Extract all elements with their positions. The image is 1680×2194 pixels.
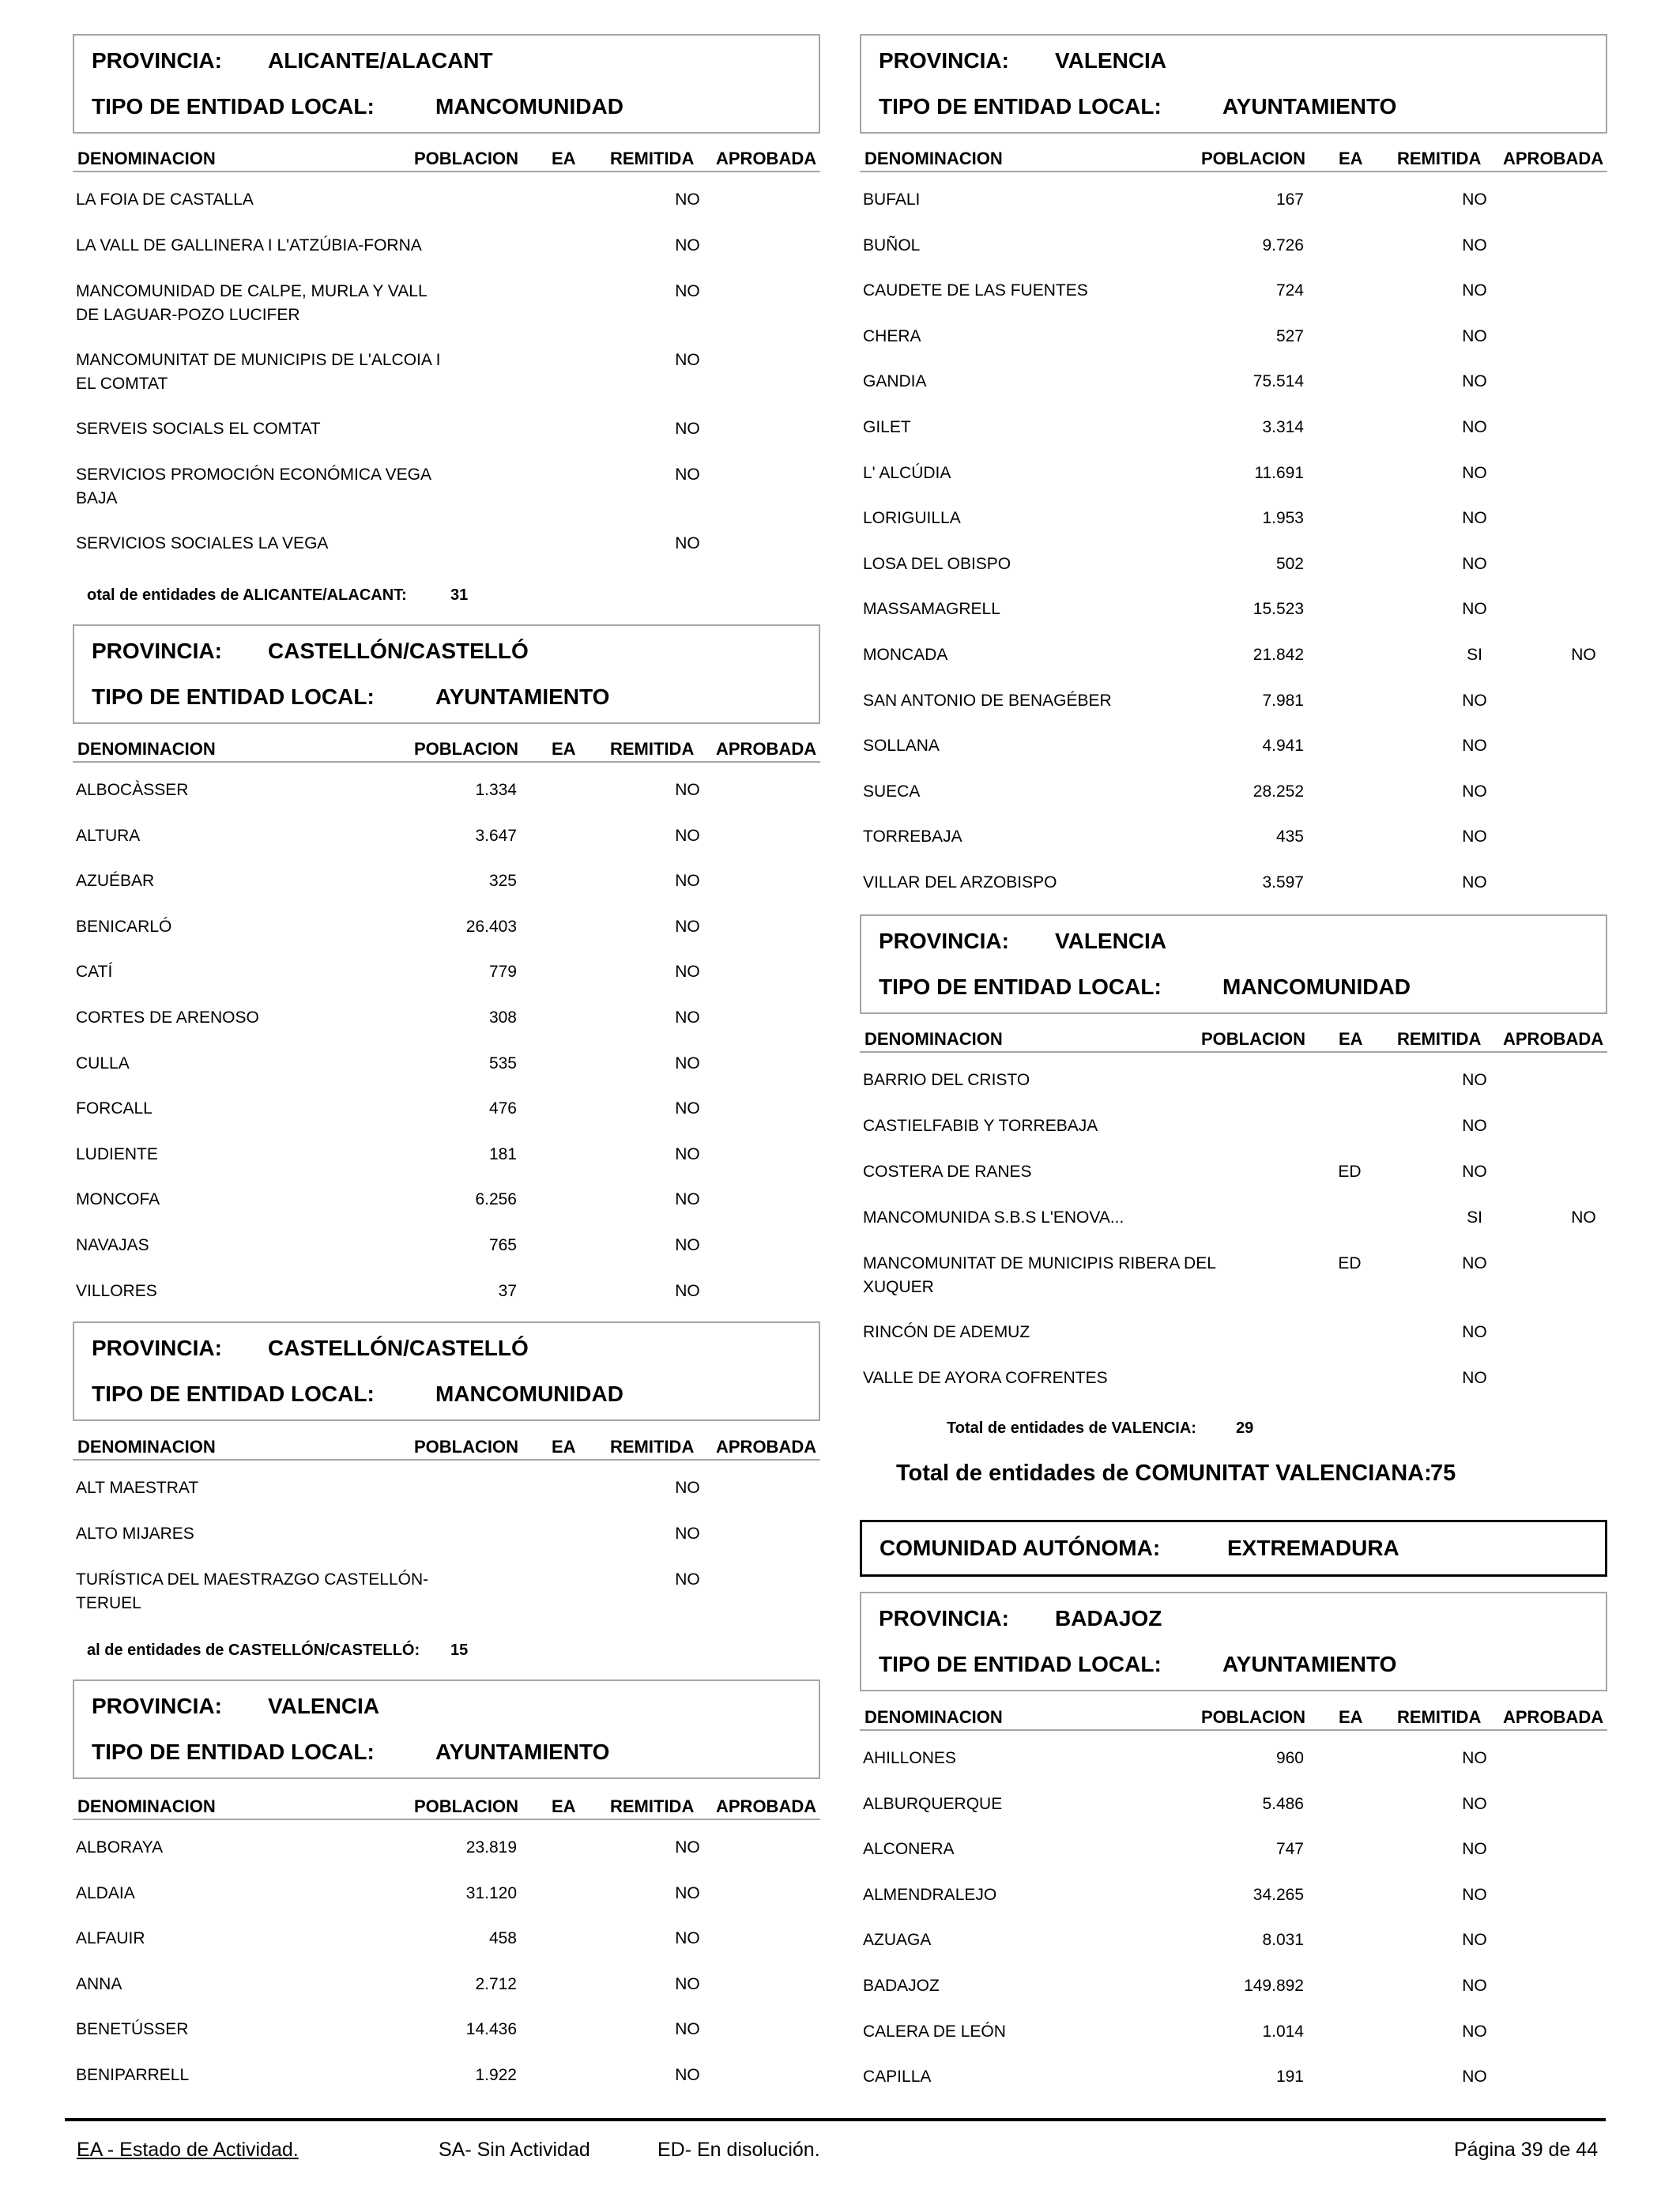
row-poblacion: 502 xyxy=(1275,554,1304,573)
row-poblacion: 1.014 xyxy=(1262,2022,1304,2041)
header-remitida: REMITIDA xyxy=(1397,149,1482,168)
tipo-entidad-value: MANCOMUNIDAD xyxy=(1222,974,1411,999)
row-remitida: NO xyxy=(675,826,700,845)
row-denominacion: SOLLANA xyxy=(863,737,940,756)
row-poblacion: 527 xyxy=(1275,326,1304,345)
row-remitida: NO xyxy=(675,963,700,982)
row-remitida: NO xyxy=(675,1281,700,1300)
header-ea: EA xyxy=(552,739,576,759)
row-denominacion: TORREBAJA xyxy=(863,827,962,846)
row-denominacion: VILLORES xyxy=(76,1281,157,1300)
comunidad-label: COMUNIDAD AUTÓNOMA: xyxy=(880,1536,1161,1560)
header-poblacion: POBLACION xyxy=(1201,1029,1305,1049)
row-remitida: NO xyxy=(1462,372,1487,391)
row-remitida: NO xyxy=(1462,1749,1487,1767)
header-denominacion: DENOMINACION xyxy=(77,149,216,168)
row-remitida: NO xyxy=(1462,2068,1487,2087)
row-poblacion: 14.436 xyxy=(465,2020,517,2039)
tipo-entidad-value: AYUNTAMIENTO xyxy=(1222,1652,1397,1676)
row-denominacion: RINCÓN DE ADEMUZ xyxy=(863,1323,1030,1341)
row-remitida: NO xyxy=(1462,418,1487,436)
row-remitida: NO xyxy=(675,872,700,891)
row-denominacion: VILLAR DEL ARZOBISPO xyxy=(863,873,1057,892)
row-poblacion: 37 xyxy=(498,1281,517,1300)
row-denominacion: COSTERA DE RANES xyxy=(863,1163,1032,1181)
total-value: 29 xyxy=(1236,1419,1254,1437)
header-remitida: REMITIDA xyxy=(610,149,695,168)
header-ea: EA xyxy=(1339,149,1363,168)
tipo-entidad-value: MANCOMUNIDAD xyxy=(435,94,623,119)
tipo-entidad-label: TIPO DE ENTIDAD LOCAL: xyxy=(879,974,1162,999)
row-poblacion: 9.726 xyxy=(1262,236,1304,254)
row-remitida: NO xyxy=(675,1883,700,1902)
row-remitida: NO xyxy=(675,1236,700,1254)
row-poblacion: 476 xyxy=(488,1099,517,1118)
row-remitida: NO xyxy=(675,1190,700,1209)
row-remitida: NO xyxy=(675,2020,700,2039)
row-denominacion: CALERA DE LEÓN xyxy=(863,2022,1006,2041)
row-poblacion: 3.314 xyxy=(1262,418,1304,436)
provincia-label: PROVINCIA: xyxy=(92,48,222,73)
row-remitida: NO xyxy=(1462,509,1487,528)
header-ea: EA xyxy=(552,1796,576,1816)
row-denominacion: SAN ANTONIO DE BENAGÉBER xyxy=(863,691,1112,710)
row-remitida: NO xyxy=(675,190,700,209)
row-remitida: SI xyxy=(1467,646,1482,664)
row-remitida: NO xyxy=(1462,1794,1487,1813)
row-denominacion: LUDIENTE xyxy=(76,1144,158,1163)
row-denominacion: SUECA xyxy=(863,782,921,801)
total-label: Total de entidades de VALENCIA: xyxy=(947,1419,1196,1437)
row-poblacion: 149.892 xyxy=(1244,1977,1304,1995)
provincia-value: BADAJOZ xyxy=(1055,1606,1162,1630)
row-denominacion: ALBURQUERQUE xyxy=(863,1794,1003,1813)
row-poblacion: 75.514 xyxy=(1252,372,1304,391)
row-poblacion: 6.256 xyxy=(475,1190,517,1209)
row-poblacion: 167 xyxy=(1275,190,1304,209)
row-remitida: NO xyxy=(675,1929,700,1948)
row-poblacion: 21.842 xyxy=(1252,646,1304,664)
row-denominacion: MONCADA xyxy=(863,646,948,664)
provincia-box xyxy=(73,624,820,724)
row-remitida: NO xyxy=(675,534,700,552)
comunidad-value: EXTREMADURA xyxy=(1227,1536,1399,1560)
header-divider xyxy=(860,1051,1607,1053)
row-poblacion: 7.981 xyxy=(1262,691,1304,710)
row-denominacion: AZUAGA xyxy=(863,1931,932,1950)
provincia-box xyxy=(73,1321,820,1421)
row-remitida: NO xyxy=(675,351,700,369)
row-denominacion: SERVEIS SOCIALS EL COMTAT xyxy=(76,420,321,438)
header-denominacion: DENOMINACION xyxy=(77,739,216,759)
provincia-value: ALICANTE/ALACANT xyxy=(268,48,493,73)
row-remitida: NO xyxy=(1462,737,1487,756)
row-denominacion: CHERA xyxy=(863,326,921,345)
row-ea: ED xyxy=(1338,1163,1362,1181)
header-remitida: REMITIDA xyxy=(610,1437,695,1457)
row-remitida: NO xyxy=(1462,1071,1487,1089)
tipo-entidad-value: AYUNTAMIENTO xyxy=(1222,94,1397,119)
row-denominacion: NAVAJAS xyxy=(76,1236,149,1254)
provincia-label: PROVINCIA: xyxy=(92,1336,222,1360)
provincia-label: PROVINCIA: xyxy=(879,1606,1009,1630)
provincia-value: VALENCIA xyxy=(1055,48,1167,73)
row-denominacion: BADAJOZ xyxy=(863,1977,940,1995)
row-aprobada: NO xyxy=(1571,1208,1596,1227)
row-poblacion: 28.252 xyxy=(1252,782,1304,801)
provincia-box xyxy=(73,34,820,134)
provincia-value: CASTELLÓN/CASTELLÓ xyxy=(268,639,529,663)
header-ea: EA xyxy=(1339,1029,1363,1049)
row-denominacion: ALMENDRALEJO xyxy=(863,1885,997,1904)
provincia-label: PROVINCIA: xyxy=(879,48,1009,73)
provincia-box xyxy=(860,1592,1607,1691)
provincia-label: PROVINCIA: xyxy=(92,1694,222,1718)
row-denominacion: ALFAUIR xyxy=(76,1929,145,1948)
header-poblacion: POBLACION xyxy=(414,1437,518,1457)
row-remitida: NO xyxy=(1462,1977,1487,1995)
row-denominacion: TURÍSTICA DEL MAESTRAZGO CASTELLÓN-TERUEL xyxy=(76,1570,429,1612)
footer-sa-legend: SA- Sin Actividad xyxy=(439,2139,590,2161)
header-aprobada: APROBADA xyxy=(716,149,817,168)
tipo-entidad-label: TIPO DE ENTIDAD LOCAL: xyxy=(92,684,375,709)
row-remitida: NO xyxy=(1462,281,1487,300)
row-denominacion: CORTES DE ARENOSO xyxy=(76,1008,259,1027)
row-remitida: NO xyxy=(675,466,700,484)
total-ca-value: 75 xyxy=(1430,1461,1456,1486)
total-value: 31 xyxy=(450,586,469,604)
header-denominacion: DENOMINACION xyxy=(77,1437,216,1457)
header-poblacion: POBLACION xyxy=(414,1796,518,1816)
row-denominacion: GILET xyxy=(863,418,911,436)
header-remitida: REMITIDA xyxy=(1397,1707,1482,1727)
row-poblacion: 31.120 xyxy=(465,1883,517,1902)
provincia-label: PROVINCIA: xyxy=(92,639,222,663)
header-aprobada: APROBADA xyxy=(1503,149,1604,168)
row-remitida: NO xyxy=(1462,1254,1487,1272)
row-denominacion: MANCOMUNIDAD DE CALPE, MURLA Y VALL DE LAGUAR-POZO LUCIFER xyxy=(76,282,427,324)
row-denominacion: CAPILLA xyxy=(863,2068,932,2087)
row-poblacion: 2.712 xyxy=(475,1974,517,1993)
header-aprobada: APROBADA xyxy=(716,1437,817,1457)
header-denominacion: DENOMINACION xyxy=(77,1796,216,1816)
row-denominacion: SERVICIOS SOCIALES LA VEGA xyxy=(76,534,329,552)
header-denominacion: DENOMINACION xyxy=(864,1707,1003,1727)
row-remitida: NO xyxy=(1462,1163,1487,1181)
header-remitida: REMITIDA xyxy=(610,739,695,759)
row-denominacion: BARRIO DEL CRISTO xyxy=(863,1071,1030,1089)
row-denominacion: VALLE DE AYORA COFRENTES xyxy=(863,1369,1108,1387)
row-remitida: SI xyxy=(1467,1208,1482,1227)
row-remitida: NO xyxy=(675,917,700,936)
row-poblacion: 960 xyxy=(1275,1749,1304,1767)
header-divider xyxy=(73,171,820,172)
row-remitida: NO xyxy=(675,2066,700,2084)
row-denominacion: ALT MAESTRAT xyxy=(76,1479,199,1497)
row-denominacion: CULLA xyxy=(76,1054,130,1072)
row-remitida: NO xyxy=(1462,1840,1487,1859)
row-remitida: NO xyxy=(1462,1885,1487,1904)
row-poblacion: 8.031 xyxy=(1262,1931,1304,1950)
row-denominacion: ANNA xyxy=(76,1974,122,1993)
row-remitida: NO xyxy=(1462,1323,1487,1341)
row-denominacion: CASTIELFABIB Y TORREBAJA xyxy=(863,1117,1098,1135)
row-poblacion: 3.597 xyxy=(1262,873,1304,892)
footer-ed-legend: ED- En disolución. xyxy=(657,2139,820,2161)
row-remitida: NO xyxy=(675,1525,700,1543)
row-poblacion: 5.486 xyxy=(1262,1794,1304,1813)
tipo-entidad-label: TIPO DE ENTIDAD LOCAL: xyxy=(879,94,1162,119)
row-poblacion: 535 xyxy=(488,1054,517,1072)
header-aprobada: APROBADA xyxy=(716,1796,817,1816)
header-ea: EA xyxy=(1339,1707,1363,1727)
row-denominacion: ALTO MIJARES xyxy=(76,1525,194,1543)
row-poblacion: 1.922 xyxy=(475,2066,517,2084)
header-denominacion: DENOMINACION xyxy=(864,149,1003,168)
header-divider xyxy=(73,761,820,763)
row-poblacion: 308 xyxy=(488,1008,517,1027)
row-denominacion: ALBORAYA xyxy=(76,1838,164,1857)
row-poblacion: 458 xyxy=(488,1929,517,1948)
tipo-entidad-label: TIPO DE ENTIDAD LOCAL: xyxy=(92,94,375,119)
header-poblacion: POBLACION xyxy=(1201,149,1305,168)
row-remitida: NO xyxy=(1462,554,1487,573)
tipo-entidad-label: TIPO DE ENTIDAD LOCAL: xyxy=(92,1382,375,1406)
header-ea: EA xyxy=(552,149,576,168)
comunidad-autonoma-box xyxy=(860,1520,1607,1577)
row-remitida: NO xyxy=(675,1838,700,1857)
row-remitida: NO xyxy=(1462,782,1487,801)
row-denominacion: MANCOMUNITAT DE MUNICIPIS DE L'ALCOIA I EL COMTAT xyxy=(76,351,441,393)
row-remitida: NO xyxy=(1462,1931,1487,1950)
row-remitida: NO xyxy=(675,1144,700,1163)
row-denominacion: BENICARLÓ xyxy=(76,917,172,936)
row-remitida: NO xyxy=(675,1054,700,1072)
row-remitida: NO xyxy=(675,1008,700,1027)
row-remitida: NO xyxy=(675,236,700,254)
row-denominacion: GANDIA xyxy=(863,372,927,391)
row-denominacion: L' ALCÚDIA xyxy=(863,463,951,482)
header-poblacion: POBLACION xyxy=(1201,1707,1305,1727)
total-ca-label: Total de entidades de COMUNITAT VALENCIANA: xyxy=(896,1461,1432,1486)
tipo-entidad-value: MANCOMUNIDAD xyxy=(435,1382,623,1406)
tipo-entidad-label: TIPO DE ENTIDAD LOCAL: xyxy=(879,1652,1162,1676)
page-number: Página 39 de 44 xyxy=(1454,2139,1599,2161)
header-remitida: REMITIDA xyxy=(610,1796,695,1816)
row-denominacion: AZUÉBAR xyxy=(76,872,155,891)
row-ea: ED xyxy=(1338,1254,1362,1272)
provincia-box xyxy=(73,1679,820,1779)
row-denominacion: CATÍ xyxy=(76,963,113,982)
row-denominacion: MONCOFA xyxy=(76,1190,160,1209)
row-poblacion: 779 xyxy=(488,963,517,982)
provincia-box xyxy=(860,34,1607,134)
row-remitida: NO xyxy=(1462,326,1487,345)
row-remitida: NO xyxy=(1462,190,1487,209)
row-remitida: NO xyxy=(675,781,700,799)
row-denominacion: SERVICIOS PROMOCIÓN ECONÓMICA VEGA BAJA xyxy=(76,466,431,507)
tipo-entidad-value: AYUNTAMIENTO xyxy=(435,1740,610,1764)
provincia-value: CASTELLÓN/CASTELLÓ xyxy=(268,1336,529,1360)
row-poblacion: 26.403 xyxy=(465,917,517,936)
row-remitida: NO xyxy=(675,1099,700,1118)
total-label: al de entidades de CASTELLÓN/CASTELLÓ: xyxy=(87,1642,420,1659)
header-poblacion: POBLACION xyxy=(414,739,518,759)
tipo-entidad-label: TIPO DE ENTIDAD LOCAL: xyxy=(92,1740,375,1764)
row-remitida: NO xyxy=(1462,236,1487,254)
row-remitida: NO xyxy=(1462,2022,1487,2041)
row-aprobada: NO xyxy=(1571,646,1596,664)
row-denominacion: MANCOMUNITAT DE MUNICIPIS RIBERA DEL XUQUER xyxy=(863,1254,1216,1296)
row-poblacion: 15.523 xyxy=(1252,600,1304,619)
row-poblacion: 34.265 xyxy=(1252,1885,1304,1904)
header-divider xyxy=(73,1819,820,1820)
row-remitida: NO xyxy=(675,420,700,438)
header-remitida: REMITIDA xyxy=(1397,1029,1482,1049)
row-remitida: NO xyxy=(675,282,700,300)
row-poblacion: 11.691 xyxy=(1254,463,1304,482)
header-ea: EA xyxy=(552,1437,576,1457)
row-denominacion: ALTURA xyxy=(76,826,141,845)
row-remitida: NO xyxy=(1462,463,1487,482)
row-denominacion: CAUDETE DE LAS FUENTES xyxy=(863,281,1088,300)
footer-ea-legend: EA - Estado de Actividad. xyxy=(77,2139,299,2161)
header-divider xyxy=(860,1729,1607,1731)
row-remitida: NO xyxy=(1462,1369,1487,1387)
row-denominacion: AHILLONES xyxy=(863,1749,956,1767)
row-poblacion: 724 xyxy=(1275,281,1304,300)
row-remitida: NO xyxy=(675,1479,700,1497)
row-denominacion: ALDAIA xyxy=(76,1883,135,1902)
header-aprobada: APROBADA xyxy=(716,739,817,759)
row-denominacion: LOSA DEL OBISPO xyxy=(863,554,1011,573)
row-poblacion: 747 xyxy=(1275,1840,1304,1859)
row-poblacion: 325 xyxy=(488,872,517,891)
row-denominacion: MANCOMUNIDA S.B.S L'ENOVA... xyxy=(863,1208,1124,1227)
row-remitida: NO xyxy=(1462,691,1487,710)
provincia-box xyxy=(860,914,1607,1014)
row-denominacion: BUFALI xyxy=(863,190,921,209)
row-denominacion: LORIGUILLA xyxy=(863,509,961,528)
row-poblacion: 3.647 xyxy=(475,826,517,845)
header-aprobada: APROBADA xyxy=(1503,1707,1604,1727)
row-poblacion: 191 xyxy=(1275,2068,1304,2087)
row-denominacion: LA FOIA DE CASTALLA xyxy=(76,190,254,209)
row-poblacion: 4.941 xyxy=(1262,737,1304,756)
row-poblacion: 181 xyxy=(488,1144,517,1163)
tipo-entidad-value: AYUNTAMIENTO xyxy=(435,684,610,709)
row-poblacion: 23.819 xyxy=(465,1838,517,1857)
row-poblacion: 1.953 xyxy=(1262,509,1304,528)
row-denominacion: ALCONERA xyxy=(863,1840,955,1859)
row-remitida: NO xyxy=(1462,1117,1487,1135)
row-denominacion: LA VALL DE GALLINERA I L'ATZÚBIA-FORNA xyxy=(76,236,422,254)
provincia-label: PROVINCIA: xyxy=(879,929,1009,953)
row-remitida: NO xyxy=(1462,600,1487,619)
row-poblacion: 435 xyxy=(1275,827,1304,846)
row-remitida: NO xyxy=(1462,873,1487,892)
row-denominacion: FORCALL xyxy=(76,1099,153,1118)
row-denominacion: MASSAMAGRELL xyxy=(863,600,1000,619)
total-label: otal de entidades de ALICANTE/ALACANT: xyxy=(87,586,407,604)
header-divider xyxy=(73,1459,820,1461)
total-value: 15 xyxy=(450,1642,469,1659)
row-poblacion: 1.334 xyxy=(475,781,517,799)
header-poblacion: POBLACION xyxy=(414,149,518,168)
row-denominacion: BUÑOL xyxy=(863,236,921,254)
row-denominacion: BENIPARRELL xyxy=(76,2066,190,2084)
provincia-value: VALENCIA xyxy=(268,1694,380,1718)
row-denominacion: BENETÚSSER xyxy=(76,2020,189,2039)
footer-divider xyxy=(65,2118,1606,2121)
row-denominacion: ALBOCÀSSER xyxy=(76,781,189,799)
header-denominacion: DENOMINACION xyxy=(864,1029,1003,1049)
header-divider xyxy=(860,171,1607,172)
row-remitida: NO xyxy=(675,1974,700,1993)
provincia-value: VALENCIA xyxy=(1055,929,1167,953)
row-remitida: NO xyxy=(1462,827,1487,846)
row-remitida: NO xyxy=(675,1570,700,1589)
header-aprobada: APROBADA xyxy=(1503,1029,1604,1049)
row-poblacion: 765 xyxy=(488,1236,517,1254)
